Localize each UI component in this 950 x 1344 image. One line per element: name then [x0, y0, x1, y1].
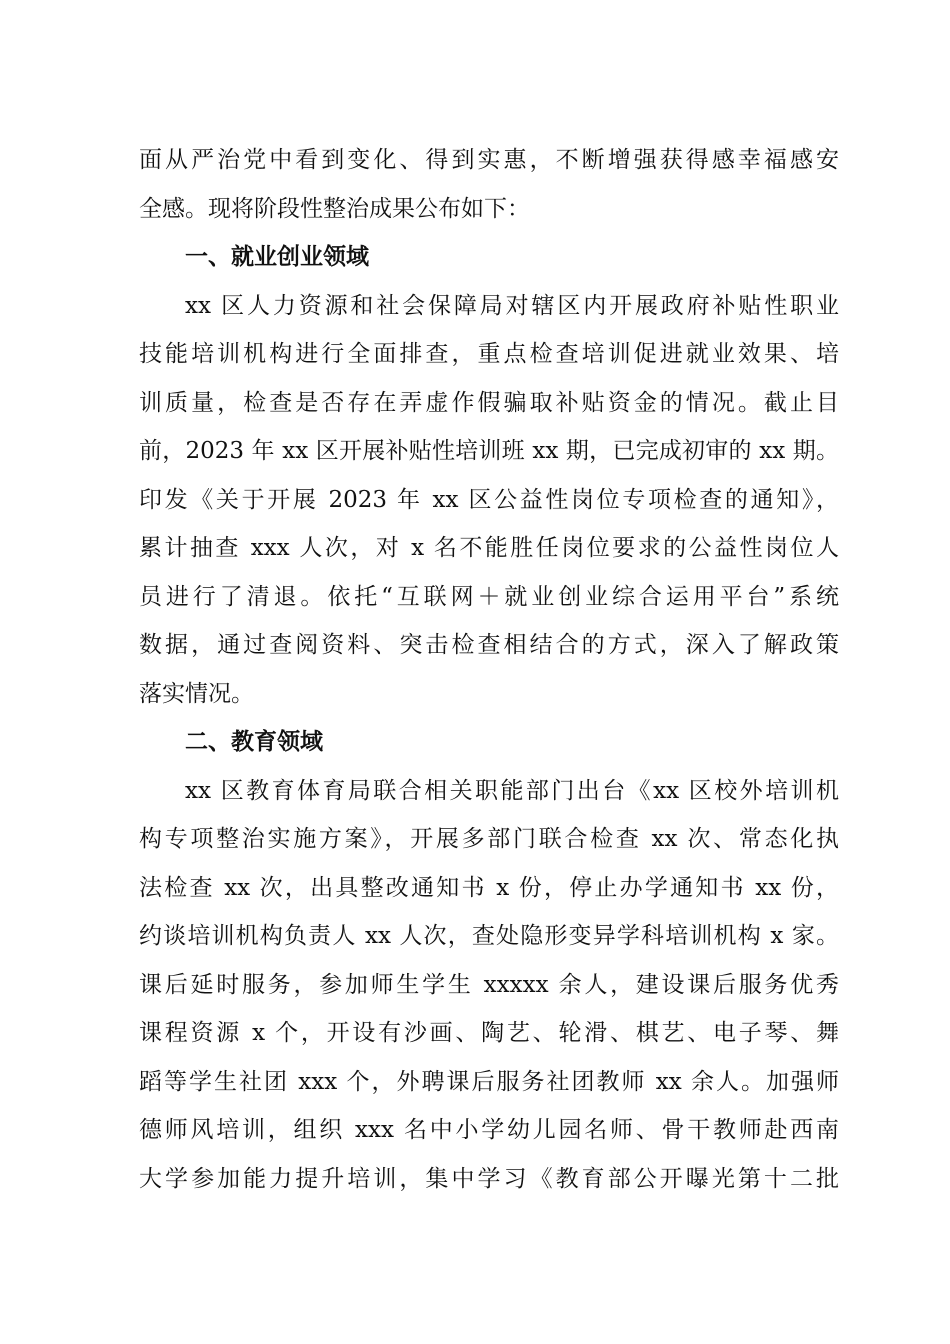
paragraph-line: 印发《关于开展 2023 年 xx 区公益性岗位专项检查的通知》， [139, 486, 839, 513]
paragraph-line: 德师风培训，组织 xxx 名中小学幼儿园名师、骨干教师赴西南 [139, 1117, 839, 1143]
section-heading: 二、教育领域 [185, 729, 323, 755]
paragraph-line: 员进行了清退。依托“互联网＋就业创业综合运用平台”系统 [139, 583, 839, 610]
paragraph-line: 前，2023 年 xx 区开展补贴性培训班 xx 期，已完成初审的 xx 期。 [139, 438, 839, 464]
paragraph-line: 数据，通过查阅资料、突击检查相结合的方式，深入了解政策 [139, 632, 839, 658]
paragraph-line: 面从严治党中看到变化、得到实惠，不断增强获得感幸福感安 [139, 147, 839, 173]
paragraph-line: xx 区教育体育局联合相关职能部门出台《xx 区校外培训机 [185, 777, 839, 804]
paragraph-line: 法检查 xx 次，出具整改通知书 x 份，停止办学通知书 xx 份， [139, 874, 839, 901]
paragraph-line: 训质量，检查是否存在弄虚作假骗取补贴资金的情况。截止目 [139, 389, 839, 416]
paragraph-line: 蹈等学生社团 xxx 个，外聘课后服务社团教师 xx 余人。加强师 [139, 1068, 839, 1095]
paragraph-line: 累计抽查 xxx 人次，对 x 名不能胜任岗位要求的公益性岗位人 [139, 535, 839, 561]
paragraph-line: 课后延时服务，参加师生学生 xxxxx 余人，建设课后服务优秀 [139, 971, 839, 998]
paragraph-line: 技能培训机构进行全面排查，重点检查培训促进就业效果、培 [139, 341, 839, 367]
paragraph-line: xx 区人力资源和社会保障局对辖区内开展政府补贴性职业 [185, 292, 839, 319]
paragraph-line: 构专项整治实施方案》，开展多部门联合检查 xx 次、常态化执 [139, 826, 839, 852]
paragraph-line: 约谈培训机构负责人 xx 人次，查处隐形变异学科培训机构 x 家。 [139, 923, 839, 949]
paragraph-line: 课程资源 x 个，开设有沙画、陶艺、轮滑、棋艺、电子琴、舞 [139, 1020, 839, 1046]
section-heading: 一、就业创业领域 [185, 244, 369, 270]
paragraph-line: 大学参加能力提升培训，集中学习《教育部公开曝光第十二批 [139, 1165, 839, 1192]
paragraph-line: 全感。现将阶段性整治成果公布如下： [139, 195, 530, 222]
paragraph-line: 落实情况。 [139, 680, 254, 707]
document-body [139, 136, 839, 1203]
